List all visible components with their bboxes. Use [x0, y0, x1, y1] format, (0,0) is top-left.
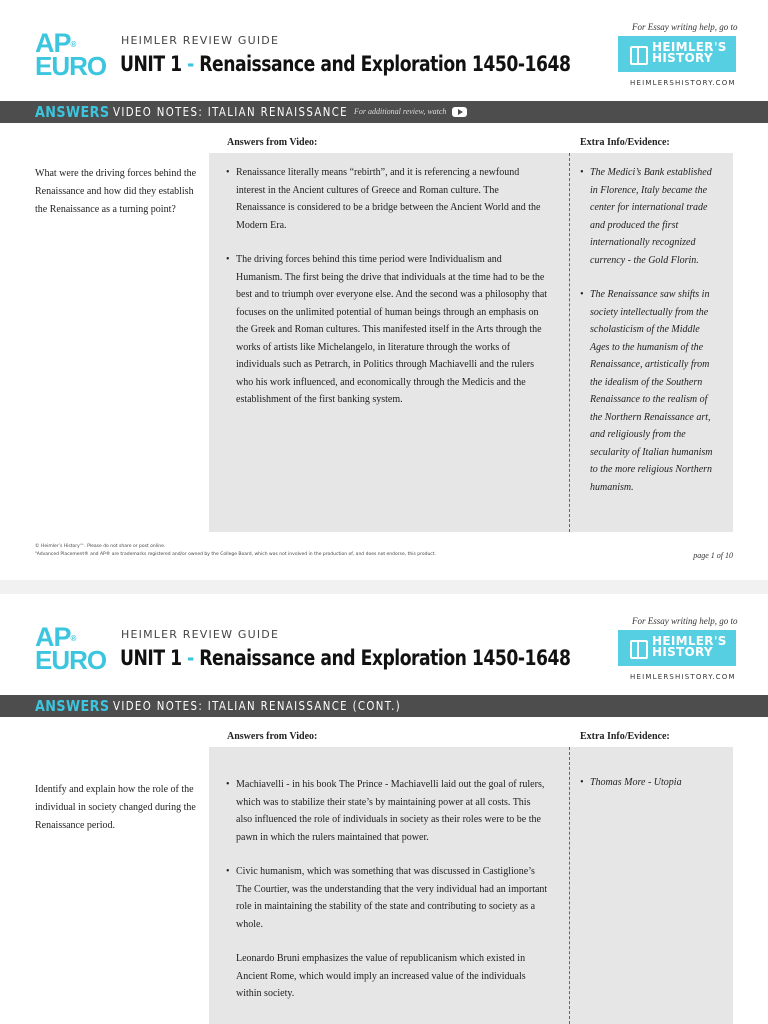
question-text: Identify and explain how the role of the individual in society changed during the Renaissance period. [35, 784, 196, 831]
column-divider [569, 747, 570, 1024]
guide-label: HEIMLER REVIEW GUIDE [121, 628, 280, 641]
youtube-icon[interactable] [452, 107, 467, 117]
column-divider [569, 153, 570, 532]
heimlers-history-logo[interactable]: HEIMLER'S HISTORY [618, 630, 736, 666]
hh-logo-icon [630, 46, 648, 65]
ap-euro-logo: AP® EURO [35, 28, 107, 81]
review-note: For additional review, watch [354, 107, 447, 116]
page-2 [0, 594, 768, 1024]
essay-help-text: For Essay writing help, go to [632, 22, 738, 32]
answers-label: ANSWERS [35, 103, 110, 121]
extras-list [580, 774, 720, 809]
list-item: • The driving forces behind this time period were Individualism and Humanism. The first being the drive that individuals at the time had to be the best and to triumph over everyone else. And the second was a philosophy that focuses on the unlimited potential of human beings through an emphasis on the Greek and Roman cultures. This manifested itself in the Arts through the works of artists like Michelangelo, in literature through the works of individuals such as Petrarch, in Politics through Machiavelli and the rulers who his work influenced, and economically through the Medicis and the establishment of the first banking system. [226, 251, 548, 409]
section-bar [0, 101, 768, 123]
footer-notice: © Heimler’s History™. Please do not share or post online. “Advanced Placement® and AP® are trademarks registered and/or owned by the College Board, which was not involved in the production of, and does not endorse, this product. [35, 544, 436, 557]
list-item: • Civic humanism, which was something that was discussed in Castiglione’s The Courtier, was the understanding that the very individual had an important role in maintaining the stability of the state and contributing to society as a whole. [226, 863, 548, 933]
answers-label: ANSWERS [35, 697, 110, 715]
section-title: VIDEO NOTES: ITALIAN RENAISSANCE [113, 105, 348, 119]
extras-list [580, 164, 720, 513]
extra-column-header: Extra Info/Evidence: [580, 137, 670, 148]
unit-title: UNIT 1 - Renaissance and Exploration 1450-1648 [120, 52, 571, 76]
list-item: Leonardo Bruni emphasizes the value of republicanism which existed in Ancient Rome, which would imply an increased value of the individuals within society. [236, 953, 526, 999]
question-text: What were the driving forces behind the Renaissance and how did they establish the Renaissance as a turning point? [35, 168, 197, 215]
site-link[interactable]: HEIMLERSHISTORY.COM [630, 673, 736, 681]
ap-euro-logo: AP® EURO [35, 622, 107, 675]
page-separator [0, 580, 768, 594]
list-item: • The Renaissance saw shifts in society intellectually from the scholasticism of the Middle Ages to the humanism of the Renaissance, artistically from the idealism of the Southern Renaissance to the realism of the Northern Renaissance art, and religiously from the secularity of Italian humanism to the more religious Northern humanism. [580, 286, 720, 496]
answers-column-header: Answers from Video: [227, 731, 318, 742]
site-link[interactable]: HEIMLERSHISTORY.COM [630, 79, 736, 87]
list-item: • The Medici’s Bank established in Florence, Italy became the center for international trade and produced the first internationally recognized currency - the Gold Florin. [580, 164, 720, 269]
list-item: • Machiavelli - in his book The Prince - Machiavelli laid out the goal of rulers, which was to stabilize their state’s by maintaining power at all costs. This also influenced the role of individuals in society as their roles were to be the pawn in which the rulers maintained that power. [226, 776, 548, 846]
hh-logo-icon [630, 640, 648, 659]
list-item: • Renaissance literally means “rebirth”, and it is referencing a newfound interest in the Ancient cultures of Greece and Roman culture. The Renaissance is considered to be a bridge between the Ancient World and the Modern Era. [226, 164, 548, 234]
answers-column-header: Answers from Video: [227, 137, 318, 148]
answers-list [226, 164, 548, 426]
extra-column-header: Extra Info/Evidence: [580, 731, 670, 742]
essay-help-text: For Essay writing help, go to [632, 616, 738, 626]
section-bar [0, 695, 768, 717]
section-title: VIDEO NOTES: ITALIAN RENAISSANCE (CONT.) [113, 699, 402, 713]
list-item: • Thomas More - Utopia [580, 774, 720, 792]
answers-list [226, 776, 548, 1020]
unit-title: UNIT 1 - Renaissance and Exploration 1450-1648 [120, 646, 571, 670]
heimlers-history-logo[interactable]: HEIMLER'S HISTORY [618, 36, 736, 72]
guide-label: HEIMLER REVIEW GUIDE [121, 34, 280, 47]
page-number: page 1 of 10 [693, 551, 733, 560]
